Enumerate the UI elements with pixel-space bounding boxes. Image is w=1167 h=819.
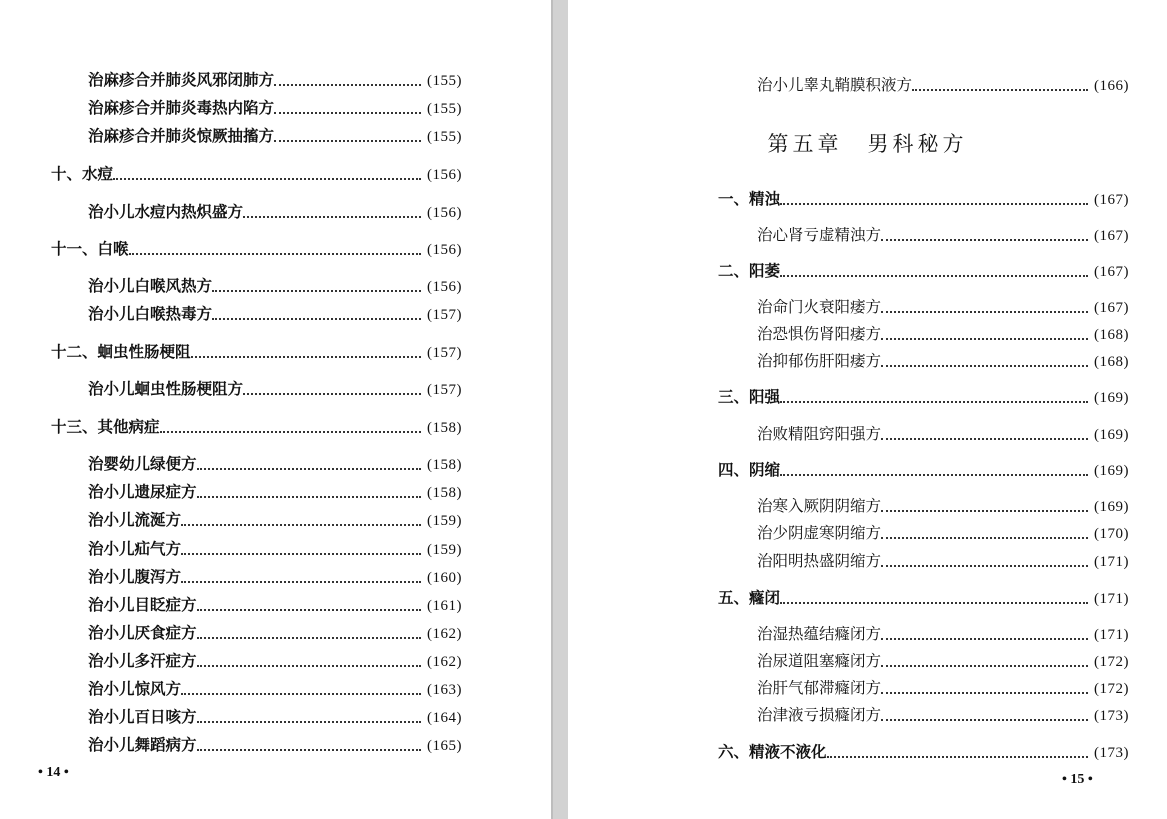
toc-item[interactable] bbox=[88, 452, 462, 476]
dot-leader bbox=[197, 628, 421, 639]
dot-leader bbox=[197, 740, 421, 751]
toc-section-title: 十、水痘 bbox=[51, 165, 114, 183]
toc-item-page: (170) bbox=[1094, 526, 1129, 542]
toc-item[interactable] bbox=[757, 703, 1129, 727]
dot-leader bbox=[197, 656, 421, 667]
toc-item-page: (162) bbox=[427, 654, 462, 670]
toc-item-page: (173) bbox=[1094, 708, 1129, 724]
toc-section[interactable] bbox=[51, 162, 462, 186]
toc-item-page: (166) bbox=[1094, 78, 1129, 94]
toc-section-title: 一、精浊 bbox=[718, 190, 781, 208]
toc-item-page: (156) bbox=[427, 279, 462, 295]
toc-item[interactable] bbox=[88, 377, 462, 401]
toc-item[interactable] bbox=[88, 200, 462, 224]
toc-item-title: 治小儿腹泻方 bbox=[88, 567, 182, 586]
toc-item-title: 治抑郁伤肝阳痿方 bbox=[757, 352, 882, 370]
dot-leader bbox=[191, 347, 421, 358]
toc-item-title: 治麻疹合并肺炎惊厥抽搐方 bbox=[88, 126, 275, 145]
toc-item-page: (155) bbox=[427, 129, 462, 145]
dot-leader bbox=[827, 747, 1088, 758]
dot-leader bbox=[181, 684, 421, 695]
toc-item-page: (167) bbox=[1094, 300, 1129, 316]
dot-leader bbox=[881, 710, 1088, 721]
toc-item[interactable] bbox=[88, 274, 462, 298]
toc-item-page: (172) bbox=[1094, 654, 1129, 670]
dot-leader bbox=[243, 207, 421, 218]
toc-item-page: (172) bbox=[1094, 681, 1129, 697]
toc-item-title: 治败精阻窍阳强方 bbox=[757, 425, 882, 443]
toc-item-title: 治恐惧伤肾阳痿方 bbox=[757, 325, 882, 343]
dot-leader bbox=[881, 629, 1088, 640]
toc-item-page: (157) bbox=[427, 307, 462, 323]
toc-item-title: 治肝气郁滞癃闭方 bbox=[757, 679, 882, 697]
toc-item[interactable] bbox=[757, 494, 1129, 518]
dot-leader bbox=[181, 572, 421, 583]
toc-item[interactable] bbox=[88, 677, 462, 701]
dot-leader bbox=[160, 422, 421, 433]
dot-leader bbox=[197, 459, 421, 470]
toc-section-title: 十三、其他病症 bbox=[51, 418, 160, 436]
toc-item-title: 治津液亏损癃闭方 bbox=[757, 706, 882, 724]
toc-item-title: 治小儿遗尿症方 bbox=[88, 482, 197, 501]
dot-leader bbox=[881, 556, 1088, 567]
toc-item[interactable] bbox=[757, 349, 1129, 373]
toc-item-page: (168) bbox=[1094, 354, 1129, 370]
toc-item-page: (171) bbox=[1094, 627, 1129, 643]
toc-item-title: 治小儿目眨症方 bbox=[88, 595, 197, 614]
toc-item-page: (155) bbox=[427, 101, 462, 117]
toc-section[interactable] bbox=[718, 586, 1129, 610]
toc-item[interactable] bbox=[88, 537, 462, 561]
toc-item-page: (161) bbox=[427, 598, 462, 614]
toc-section[interactable] bbox=[51, 340, 462, 364]
dot-leader bbox=[912, 80, 1088, 91]
toc-item[interactable] bbox=[757, 549, 1129, 573]
dot-leader bbox=[780, 266, 1088, 277]
dot-leader bbox=[881, 429, 1088, 440]
dot-leader bbox=[274, 103, 421, 114]
toc-item[interactable] bbox=[757, 223, 1129, 247]
page-number: • 14 • bbox=[38, 765, 69, 780]
toc-item-title: 治小儿白喉热毒方 bbox=[88, 304, 213, 323]
toc-item[interactable] bbox=[88, 480, 462, 504]
toc-section-page: (156) bbox=[427, 242, 462, 258]
toc-item-page: (167) bbox=[1094, 228, 1129, 244]
dot-leader bbox=[243, 384, 421, 395]
dot-leader bbox=[881, 683, 1088, 694]
toc-section-title: 五、癃闭 bbox=[718, 589, 781, 607]
toc-section-title: 四、阴缩 bbox=[718, 461, 781, 479]
toc-section-page: (157) bbox=[427, 345, 462, 361]
dot-leader bbox=[274, 75, 421, 86]
toc-item[interactable] bbox=[757, 676, 1129, 700]
toc-item-title: 治小儿厌食症方 bbox=[88, 623, 197, 642]
toc-item[interactable] bbox=[88, 649, 462, 673]
toc-section[interactable] bbox=[718, 259, 1129, 283]
dot-leader bbox=[780, 194, 1088, 205]
toc-item[interactable] bbox=[757, 295, 1129, 319]
dot-leader bbox=[780, 593, 1088, 604]
toc-item-title: 治小儿惊风方 bbox=[88, 679, 182, 698]
toc-item-page: (162) bbox=[427, 626, 462, 642]
toc-item-title: 治小儿白喉风热方 bbox=[88, 276, 213, 295]
toc-item-title: 治小儿多汗症方 bbox=[88, 651, 197, 670]
toc-item[interactable] bbox=[88, 593, 462, 617]
toc-item-title: 治麻疹合并肺炎毒热内陷方 bbox=[88, 98, 275, 117]
toc-item-page: (164) bbox=[427, 710, 462, 726]
dot-leader bbox=[274, 131, 421, 142]
dot-leader bbox=[212, 281, 421, 292]
toc-item-title: 治寒入厥阴阴缩方 bbox=[757, 497, 882, 515]
toc-item[interactable] bbox=[88, 96, 462, 120]
toc-item[interactable] bbox=[88, 705, 462, 729]
toc-item[interactable] bbox=[88, 621, 462, 645]
gutter-edge bbox=[551, 0, 553, 819]
toc-item-page: (159) bbox=[427, 513, 462, 529]
toc-item-title: 治心肾亏虚精浊方 bbox=[757, 226, 882, 244]
toc-item-title: 治少阴虚寒阴缩方 bbox=[757, 524, 882, 542]
dot-leader bbox=[881, 501, 1088, 512]
toc-item-title: 治小儿流涎方 bbox=[88, 510, 182, 529]
toc-section-page: (156) bbox=[427, 167, 462, 183]
page-number: • 15 • bbox=[1062, 772, 1093, 787]
toc-item-title: 治小儿蛔虫性肠梗阻方 bbox=[88, 379, 244, 398]
toc-item-title: 治湿热蕴结癃闭方 bbox=[757, 625, 882, 643]
toc-item-title: 治婴幼儿绿便方 bbox=[88, 454, 197, 473]
dot-leader bbox=[197, 487, 421, 498]
dot-leader bbox=[881, 230, 1088, 241]
dot-leader bbox=[181, 515, 421, 526]
toc-item-page: (156) bbox=[427, 205, 462, 221]
toc-section[interactable] bbox=[51, 237, 462, 261]
toc-item-page: (168) bbox=[1094, 327, 1129, 343]
toc-item-page: (165) bbox=[427, 738, 462, 754]
toc-item-title: 治命门火衰阳痿方 bbox=[757, 298, 882, 316]
dot-leader bbox=[113, 169, 421, 180]
dot-leader bbox=[197, 600, 421, 611]
toc-item[interactable] bbox=[757, 422, 1129, 446]
book-gutter bbox=[551, 0, 568, 819]
toc-section-title: 六、精液不液化 bbox=[718, 743, 827, 761]
left-page bbox=[0, 0, 551, 819]
dot-leader bbox=[881, 329, 1088, 340]
toc-item-page: (169) bbox=[1094, 499, 1129, 515]
toc-item[interactable] bbox=[88, 733, 462, 757]
toc-item[interactable] bbox=[757, 322, 1129, 346]
toc-item-title: 治小儿疝气方 bbox=[88, 539, 182, 558]
toc-section-title: 十一、白喉 bbox=[51, 240, 129, 258]
toc-item[interactable] bbox=[88, 508, 462, 532]
toc-item[interactable] bbox=[88, 124, 462, 148]
toc-item-page: (158) bbox=[427, 485, 462, 501]
dot-leader bbox=[881, 528, 1088, 539]
toc-section[interactable] bbox=[718, 385, 1129, 409]
toc-item-page: (155) bbox=[427, 73, 462, 89]
dot-leader bbox=[780, 465, 1088, 476]
toc-section[interactable] bbox=[718, 187, 1129, 211]
toc-section[interactable] bbox=[51, 415, 462, 439]
toc-item-page: (157) bbox=[427, 382, 462, 398]
toc-item-page: (169) bbox=[1094, 427, 1129, 443]
toc-section-page: (171) bbox=[1094, 591, 1129, 607]
dot-leader bbox=[881, 356, 1088, 367]
toc-item[interactable] bbox=[88, 302, 462, 326]
toc-item-page: (159) bbox=[427, 542, 462, 558]
toc-item[interactable] bbox=[88, 565, 462, 589]
toc-section-title: 二、阳萎 bbox=[718, 262, 781, 280]
toc-item-page: (171) bbox=[1094, 554, 1129, 570]
toc-item[interactable] bbox=[757, 521, 1129, 545]
dot-leader bbox=[181, 544, 421, 555]
toc-section-page: (167) bbox=[1094, 264, 1129, 280]
toc-section-title: 十二、蛔虫性肠梗阻 bbox=[51, 343, 191, 361]
toc-item[interactable] bbox=[88, 68, 462, 92]
toc-item-title: 治阳明热盛阴缩方 bbox=[757, 552, 882, 570]
dot-leader bbox=[129, 244, 421, 255]
toc-section-page: (169) bbox=[1094, 463, 1129, 479]
toc-item[interactable] bbox=[757, 622, 1129, 646]
dot-leader bbox=[212, 309, 421, 320]
toc-item[interactable] bbox=[757, 73, 1129, 97]
toc-section-page: (158) bbox=[427, 420, 462, 436]
toc-item-page: (158) bbox=[427, 457, 462, 473]
dot-leader bbox=[780, 392, 1088, 403]
chapter-title: 第五章 男科秘方 bbox=[767, 132, 968, 156]
toc-section-page: (169) bbox=[1094, 390, 1129, 406]
right-page bbox=[568, 0, 1167, 819]
dot-leader bbox=[197, 712, 421, 723]
toc-item-page: (163) bbox=[427, 682, 462, 698]
toc-section[interactable] bbox=[718, 458, 1129, 482]
toc-item-title: 治麻疹合并肺炎风邪闭肺方 bbox=[88, 70, 275, 89]
toc-section-title: 三、阳强 bbox=[718, 388, 781, 406]
toc-section-page: (167) bbox=[1094, 192, 1129, 208]
toc-item[interactable] bbox=[757, 649, 1129, 673]
toc-item-title: 治小儿睾丸鞘膜积液方 bbox=[757, 76, 913, 94]
toc-item-title: 治小儿百日咳方 bbox=[88, 707, 197, 726]
toc-item-title: 治小儿水痘内热炽盛方 bbox=[88, 202, 244, 221]
toc-item-title: 治小儿舞蹈病方 bbox=[88, 735, 197, 754]
dot-leader bbox=[881, 656, 1088, 667]
toc-section-page: (173) bbox=[1094, 745, 1129, 761]
toc-item-page: (160) bbox=[427, 570, 462, 586]
toc-section[interactable] bbox=[718, 740, 1129, 764]
toc-item-title: 治尿道阻塞癃闭方 bbox=[757, 652, 882, 670]
dot-leader bbox=[881, 302, 1088, 313]
